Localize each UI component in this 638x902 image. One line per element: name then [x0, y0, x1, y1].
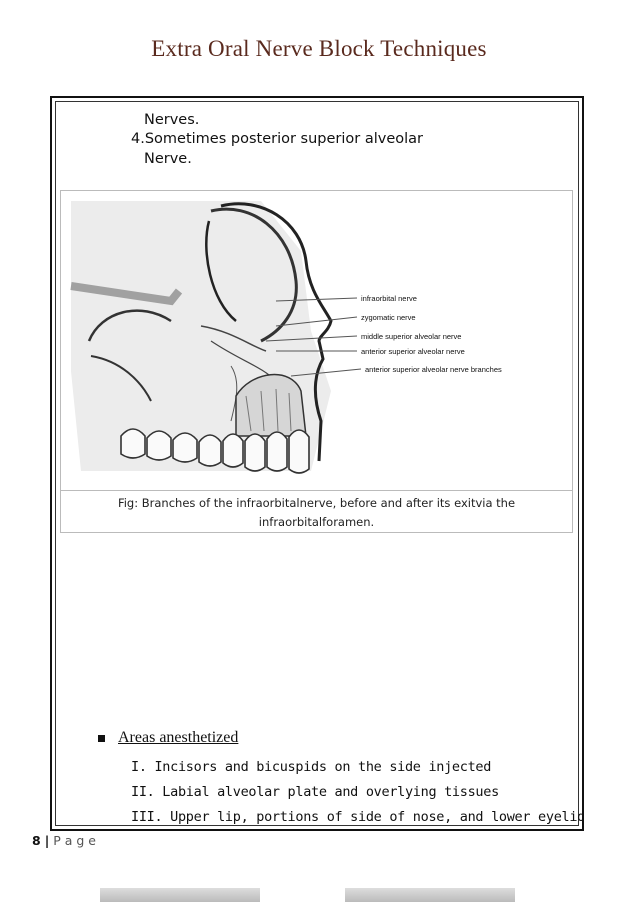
label-zygomatic-nerve: zygomatic nerve: [361, 313, 416, 322]
figure-caption-line-1: Fig: Branches of the infraorbitalnerve, before and after its exitvia the: [117, 496, 516, 510]
areas-heading: Areas anesthetized: [118, 729, 239, 746]
page-footer: [32, 833, 96, 848]
page-number: 8: [32, 833, 41, 848]
intro-line-2: 4.Sometimes posterior superior alveolar: [131, 131, 424, 147]
label-anterior-superior-alveolar-nerve: anterior superior alveolar nerve: [361, 347, 465, 356]
areas-item-1: I. Incisors and bicuspids on the side injected: [131, 759, 492, 775]
alveolar-region: [236, 375, 306, 436]
skull-illustration: [61, 191, 574, 491]
intro-line-3: Nerve.: [144, 151, 192, 167]
figure-caption: [60, 490, 573, 533]
page-word: P a g e: [53, 833, 96, 848]
figure-box: [60, 190, 573, 533]
page-title: Extra Oral Nerve Block Techniques: [151, 36, 487, 61]
next-page-preview-left: [100, 888, 260, 902]
next-page-preview-right: [345, 888, 515, 902]
areas-item-2: II. Labial alveolar plate and overlying tissues: [131, 784, 499, 800]
bullet-icon: [98, 735, 105, 742]
footer-separator: |: [44, 833, 50, 848]
figure-caption-line-2: infraorbitalforamen.: [258, 515, 375, 529]
label-middle-superior-alveolar-nerve: middle superior alveolar nerve: [361, 332, 462, 341]
label-anterior-superior-alveolar-nerve-branches: anterior superior alveolar nerve branches: [365, 365, 502, 374]
label-infraorbital-nerve: infraorbital nerve: [361, 294, 417, 303]
areas-item-3: III. Upper lip, portions of side of nose, and lower eyelid: [131, 809, 586, 825]
intro-line-1: Nerves.: [144, 112, 200, 128]
